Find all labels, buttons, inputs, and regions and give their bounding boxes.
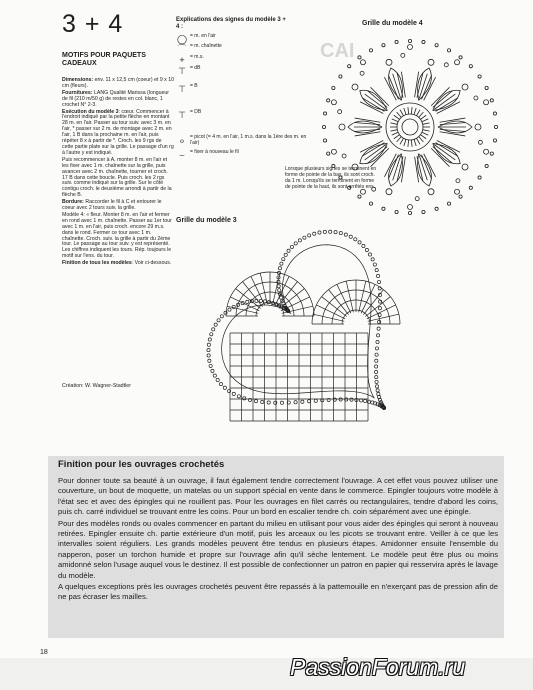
diagram-stroke	[339, 75, 342, 78]
diagram-stroke	[386, 59, 392, 65]
diagram-stroke	[342, 154, 346, 158]
diagram-stroke	[224, 311, 227, 314]
diagram-stroke	[354, 238, 357, 241]
dimensions-text: env. 11 x 12,5 cm (coeur) et 9 x 10 cm (fleurs).	[62, 77, 174, 89]
diagram-stroke	[369, 202, 372, 205]
diagram-stroke	[485, 86, 488, 89]
stitch-symbol-icon: ⊤	[178, 84, 186, 94]
diagram-stroke	[227, 306, 258, 313]
diagram-stroke	[395, 210, 398, 213]
diagram-stroke	[313, 314, 344, 321]
diagram-stroke	[212, 328, 215, 331]
diagram-stroke	[360, 189, 365, 194]
diagram-stroke	[278, 267, 281, 270]
diagram-stroke	[455, 189, 460, 194]
diagram-stroke	[408, 39, 411, 42]
diagram-stroke	[267, 401, 270, 404]
diagram-stroke	[375, 385, 378, 388]
finition-text: : Voir ci-dessous.	[131, 260, 172, 267]
finishing-section-title: Finition pour les ouvrages crochetés	[58, 459, 225, 470]
diagram-stroke	[455, 60, 460, 65]
diagram-stroke	[339, 176, 342, 179]
legend-title: Explications des signes du modèle 3 + 4 :	[176, 17, 286, 30]
diagram-stroke	[290, 245, 293, 248]
diagram-stroke	[478, 176, 481, 179]
diagram-stroke	[374, 370, 377, 373]
diagram-stroke	[284, 253, 287, 256]
diagram-stroke	[475, 124, 481, 130]
diagram-stroke	[390, 123, 397, 124]
diagram-stroke	[220, 315, 223, 318]
legend-row	[176, 135, 316, 147]
diagram-stroke	[418, 68, 432, 100]
flower-crochet-diagram	[312, 32, 508, 222]
diagram-stroke	[331, 149, 336, 154]
diagram-stroke	[462, 84, 468, 90]
diagram-stroke	[378, 307, 381, 310]
diagram-stroke	[394, 115, 400, 119]
grid4-label: Grille du modèle 4	[362, 20, 423, 27]
diagram-stroke	[214, 323, 217, 326]
stitch-symbol-icon: ⌒	[177, 44, 187, 54]
diagram-stroke	[278, 289, 281, 292]
diagram-stroke	[418, 154, 432, 186]
diagram-stroke	[346, 281, 353, 312]
diagram-stroke	[493, 112, 496, 115]
diagram-stroke	[274, 401, 277, 404]
diagram-stroke	[210, 333, 213, 336]
diagram-stroke	[478, 140, 482, 144]
diagram-stroke	[207, 343, 210, 346]
stitch-symbol-icon: ⌣	[179, 150, 185, 160]
diagram-stroke	[237, 395, 240, 398]
diagram-stroke	[421, 115, 427, 119]
diagram-stroke	[364, 399, 367, 402]
diagram-stroke	[376, 389, 379, 392]
legend-text: = B	[190, 83, 198, 89]
legend-text: = dB	[190, 65, 201, 71]
legend-row	[176, 150, 316, 162]
diagram-stroke	[484, 149, 489, 154]
diagram-stroke	[362, 244, 365, 247]
diagram-stroke	[369, 49, 372, 52]
diagram-stroke	[332, 86, 335, 89]
diagram-stroke	[462, 164, 468, 170]
diagram-stroke	[280, 401, 283, 404]
diagram-stroke	[339, 124, 345, 130]
diagram-stroke	[219, 382, 222, 385]
instructions-column	[62, 78, 174, 268]
diagram-stroke	[323, 112, 326, 115]
diagram-stroke	[382, 207, 385, 210]
dimensions-paragraph	[62, 78, 174, 90]
diagram-stroke	[287, 249, 290, 252]
diagram-stroke	[397, 112, 402, 117]
diagram-stroke	[375, 380, 378, 383]
diagram-stroke	[371, 401, 374, 404]
diagram-stroke	[478, 75, 481, 78]
diagram-stroke	[358, 195, 361, 198]
diagram-stroke	[222, 245, 375, 398]
fournitures-paragraph	[62, 91, 174, 109]
diagram-stroke	[397, 114, 423, 140]
diagram-stroke	[417, 138, 421, 144]
diagram-stroke	[348, 186, 351, 189]
diagram-stroke	[294, 242, 297, 245]
diagram-stroke	[228, 308, 231, 311]
page-number: 18	[40, 649, 48, 656]
legend-note: Lorsque plusieurs signes se terminent en forme de pointe de la bas, ils sont croch. da 1 m. Lorsqu'ils se terminent en forme de pointe de la haut, ils sont arrêtés ens.	[285, 166, 377, 190]
diagram-stroke	[280, 262, 283, 265]
diagram-stroke	[408, 107, 409, 114]
diagram-stroke	[490, 99, 493, 102]
diagram-stroke	[331, 100, 336, 105]
diagram-stroke	[280, 296, 283, 299]
diagram-stroke	[404, 108, 406, 115]
diagram-stroke	[208, 359, 211, 362]
diagram-stroke	[431, 87, 449, 105]
legend-text: = m. chaînette	[190, 43, 222, 49]
legend-text: = picot (= 4 m. en l'air, 1 m.s. dans la 1ère des m. en l'air)	[190, 134, 307, 146]
diagram-stroke	[243, 397, 246, 400]
diagram-stroke	[303, 236, 306, 239]
diagram-stroke	[435, 44, 438, 47]
stitch-symbol-icon: ◯	[176, 34, 188, 44]
execution3-text: : cœur. Commencer à l'endroit indiqué par la petite flèche en montant 28 m. en l'air. Passer au tour suiv. avec 3 m. en l'air, * passer sur 2 m. de montage avec 2 m. en l'air, 1 B dans la prochaine m. en l'air, puis répéter 8 x à partir de *. Croch. les 9 rgs de cette partie plate sur la grille. Le passage d'un rg à l'autre y est indiqué.	[62, 108, 174, 156]
finishing-paragraph-3: A quelques exceptions près les ouvrages crochetés peuvent être repassés à la pattemouille en n'exerçant pas de pression afin de ne pas écraser les mailles.	[58, 582, 498, 602]
diagram-stroke	[421, 135, 427, 139]
instructions-paragraph-2: Puis recommencer à A, monter 8 m. en l'air et les fixer avec 1 m. chaînette sur la grille, puis avancer avec 2 m. chaînette, tourner et croch. 17 B dans cette boucle. Puis croch. les 2 rgs suiv. comme indiqué sur la grille. Sur le côté contigu croch. le deuxième arrondi à partir de la flèche B.	[62, 156, 172, 199]
stitch-symbol-icon: +	[179, 55, 185, 65]
diagram-stroke	[390, 130, 397, 131]
diagram-stroke	[368, 314, 399, 321]
diagram-stroke	[433, 147, 453, 164]
diagram-stroke	[411, 140, 412, 147]
diagram-stroke	[358, 56, 361, 59]
diagram-stroke	[414, 108, 416, 115]
diagram-stroke	[323, 230, 326, 233]
diagram-stroke	[368, 253, 371, 256]
diagram-stroke	[440, 123, 466, 125]
diagram-stroke	[469, 65, 472, 68]
finishing-paragraph-2: Pour des modèles ronds ou ovales commencer en partant du milieu en utilisant pour vous aider des épingles qui seront à nouveau retirées. Epingler ensuite ch. partie extérieure d'un motif, puis les arceaux ou les picots se trouvant entre. Veiller à ce que les intervalles soient réguliers. Les grands modèles peuvent être tendus en plusieurs étapes. Amidonner ensuite l'ensemble du napperon, poser un torchon humide et propre sur l'ouvrage afin qu'il sèche lentement. Le modèle peut être plus ou moins amidonné selon l'usage auquel vous le destinez. Il est possible de confectionner un patron en papier qui resservira après le lavage du modèle.	[58, 518, 498, 580]
diagram-stroke	[400, 138, 404, 144]
diagram-stroke	[377, 280, 380, 283]
fournitures-text: LANG Qualité Marissa (longueur de fil (210 m/50 g) de restes en col. blanc, 1 crochet N° 2-3.	[62, 89, 169, 108]
diagram-stroke	[376, 274, 379, 277]
diagram-stroke	[422, 40, 425, 43]
diagram-stroke	[294, 401, 297, 404]
diagram-stroke	[338, 110, 342, 114]
diagram-stroke	[377, 327, 380, 330]
page-subtitle: MOTIFS POUR PAQUETS CADEAUX	[62, 52, 146, 67]
diagram-stroke	[400, 110, 404, 116]
fournitures-label: Fournitures:	[62, 89, 93, 96]
diagram-stroke	[216, 378, 219, 381]
legend-row	[176, 84, 316, 96]
diagram-stroke	[428, 59, 434, 65]
diagram-stroke	[223, 386, 226, 389]
modele4-paragraph: Modèle 4: « fleur. Monter 8 m. en l'air et fermer en rond avec 1 m. chaînette. Passer au 1er tour avec 1 m. en l'air, puis croch. encore 29 m.s. dans le rond. Fermer ce tour avec 1 m. chaînette. Croch. suiv. la grille à partir du 2ème tour. Le passage au tour suiv. y est représenté. Les chiffres indiquent les tours. Rép. toujours le motif sur l'ens. du tour.	[62, 211, 172, 260]
diagram-stroke	[359, 281, 366, 312]
diagram-stroke	[209, 364, 212, 367]
diagram-stroke	[415, 197, 419, 201]
diagram-stroke	[261, 400, 264, 403]
diagram-stroke	[417, 110, 421, 116]
execution3-paragraph	[62, 110, 174, 157]
diagram-stroke	[360, 71, 364, 75]
diagram-stroke	[485, 164, 488, 167]
diagram-stroke	[373, 263, 376, 266]
diagram-stroke	[408, 211, 411, 214]
finition-paragraph	[62, 261, 174, 267]
diagram-stroke	[372, 187, 376, 191]
diagram-stroke	[254, 400, 257, 403]
diagram-stroke	[371, 258, 374, 261]
legend-row	[176, 110, 316, 122]
diagram-stroke	[494, 125, 497, 128]
diagram-stroke	[435, 207, 438, 210]
diagram-stroke	[360, 60, 365, 65]
diagram-stroke	[371, 87, 389, 105]
legend-text: = m. en l'air	[190, 33, 216, 39]
diagram-stroke	[208, 338, 211, 341]
diagram-stroke	[339, 398, 342, 401]
diagram-stroke	[422, 132, 428, 135]
diagram-stroke	[375, 353, 378, 356]
diagram-stroke	[207, 354, 210, 357]
diagram-stroke	[308, 234, 311, 237]
diagram-stroke	[334, 231, 337, 234]
diagram-stroke	[213, 374, 216, 377]
bordure-paragraph	[62, 200, 174, 212]
diagram-stroke	[367, 91, 387, 108]
diagram-stroke	[447, 49, 450, 52]
diagram-stroke	[352, 84, 358, 90]
diagram-stroke	[332, 164, 335, 167]
diagram-stroke	[354, 129, 380, 131]
diagram-stroke	[389, 154, 403, 186]
diagram-stroke	[217, 319, 220, 322]
diagram-stroke	[419, 137, 424, 142]
diagram-stroke	[389, 68, 403, 100]
diagram-stroke	[375, 376, 378, 379]
diagram-stroke	[377, 392, 380, 395]
diagram-stroke	[365, 248, 368, 251]
legend-row	[176, 66, 316, 78]
diagram-stroke	[211, 369, 214, 372]
diagram-stroke	[419, 112, 424, 117]
diagram-stroke	[456, 179, 460, 183]
diagram-stroke	[484, 100, 489, 105]
diagram-stroke	[414, 139, 416, 146]
diagram-stroke	[354, 123, 380, 125]
stitch-symbol-icon: ⊤	[178, 66, 186, 76]
diagram-stroke	[314, 399, 317, 402]
diagram-stroke	[277, 285, 280, 288]
diagram-stroke	[392, 119, 398, 122]
bordure-text: Raccorder le fil à C et entourer le coeur avec 2 tours suiv. la grille.	[62, 199, 162, 212]
diagram-stroke	[352, 164, 358, 170]
diagram-stroke	[282, 258, 285, 261]
diagram-stroke	[447, 202, 450, 205]
legend-text: = DB	[190, 109, 202, 115]
diagram-stroke	[350, 398, 353, 401]
finition-label: Finition de tous les modèles	[62, 260, 132, 267]
diagram-stroke	[422, 119, 428, 122]
heart-crochet-diagram	[178, 228, 443, 446]
diagram-stroke	[490, 152, 493, 155]
bordure-label: Bordure:	[62, 199, 84, 206]
diagram-stroke	[469, 186, 472, 189]
diagram-stroke	[423, 123, 430, 124]
diagram-stroke	[422, 210, 425, 213]
diagram-stroke	[408, 140, 409, 147]
diagram-stroke	[397, 137, 402, 142]
diagram-stroke	[459, 56, 462, 59]
diagram-stroke	[318, 231, 321, 234]
dimensions-label: Dimensions:	[62, 77, 94, 83]
diagram-stroke	[358, 241, 361, 244]
diagram-stroke	[444, 63, 448, 67]
diagram-stroke	[411, 107, 412, 114]
diagram-stroke	[376, 334, 379, 337]
diagram-stroke	[349, 235, 352, 238]
diagram-stroke	[327, 152, 330, 155]
bleed-through-ghost: CAI	[320, 40, 355, 62]
diagram-stroke	[246, 300, 249, 303]
legend-text: = m.s.	[190, 54, 204, 60]
diagram-stroke	[433, 91, 453, 108]
diagram-stroke	[382, 44, 385, 47]
diagram-stroke	[298, 239, 301, 242]
diagram-stroke	[348, 65, 351, 68]
finishing-paragraph-1: Pour donner toute sa beauté à un ouvrage, il faut également tendre correctement l'ouvrage. A cet effet vous pouvez utiliser une couverture, un bout de moquette, un matelas ou un support spécial en vente dans le commerce. Epingler toujours votre modèle à l'état sec et avec des épingles qui ne rouillent pas. Pour les ouvrages en filet carrés ou rectangulaires, tendre d'abord les coins, puis ch. carré individuel se trouvant entre les coins. Pour un bord en escalier tendre ch. coin séparément avec une épingle.	[58, 476, 498, 517]
diagram-stroke	[404, 139, 406, 146]
legend-text: = fixer à nouveau le fil	[190, 149, 239, 155]
diagram-stroke	[207, 349, 210, 352]
diagram-stroke	[408, 205, 413, 210]
page-title: 3 + 4	[62, 10, 124, 38]
execution3-label: Exécution du modèle 3	[62, 108, 119, 115]
diagram-stroke	[301, 400, 304, 403]
diagram-stroke	[323, 139, 326, 142]
diagram-stroke	[440, 129, 466, 131]
diagram-stroke	[344, 233, 347, 236]
diagram-stroke	[339, 231, 342, 234]
diagram-stroke	[474, 96, 478, 100]
forum-watermark: PassionForum.ru	[290, 654, 466, 680]
diagram-stroke	[386, 189, 392, 195]
diagram-stroke	[401, 53, 405, 57]
diagram-stroke	[392, 132, 398, 135]
diagram-stroke	[493, 139, 496, 142]
diagram-stroke	[375, 365, 378, 368]
design-credit: Création: W. Wagner-Stadtler	[62, 383, 131, 389]
finishing-section-text	[58, 476, 498, 604]
diagram-stroke	[459, 195, 462, 198]
stitch-symbol-icon: ⊤	[178, 110, 186, 120]
diagram-stroke	[322, 125, 325, 128]
diagram-stroke	[402, 119, 418, 135]
grid3-label: Grille du modèle 3	[176, 217, 237, 224]
diagram-stroke	[395, 40, 398, 43]
diagram-stroke	[423, 130, 430, 131]
diagram-stroke	[327, 99, 330, 102]
stitch-symbol-icon: ℴ	[179, 135, 185, 145]
diagram-stroke	[329, 230, 332, 233]
diagram-stroke	[375, 268, 378, 271]
diagram-stroke	[371, 148, 389, 166]
diagram-stroke	[394, 135, 400, 139]
diagram-stroke	[375, 347, 378, 350]
diagram-stroke	[232, 392, 235, 395]
diagram-stroke	[431, 148, 449, 166]
diagram-stroke	[408, 45, 413, 50]
diagram-stroke	[376, 340, 379, 343]
diagram-stroke	[428, 189, 434, 195]
diagram-stroke	[313, 232, 316, 235]
diagram-stroke	[367, 147, 387, 164]
diagram-stroke	[375, 359, 378, 362]
